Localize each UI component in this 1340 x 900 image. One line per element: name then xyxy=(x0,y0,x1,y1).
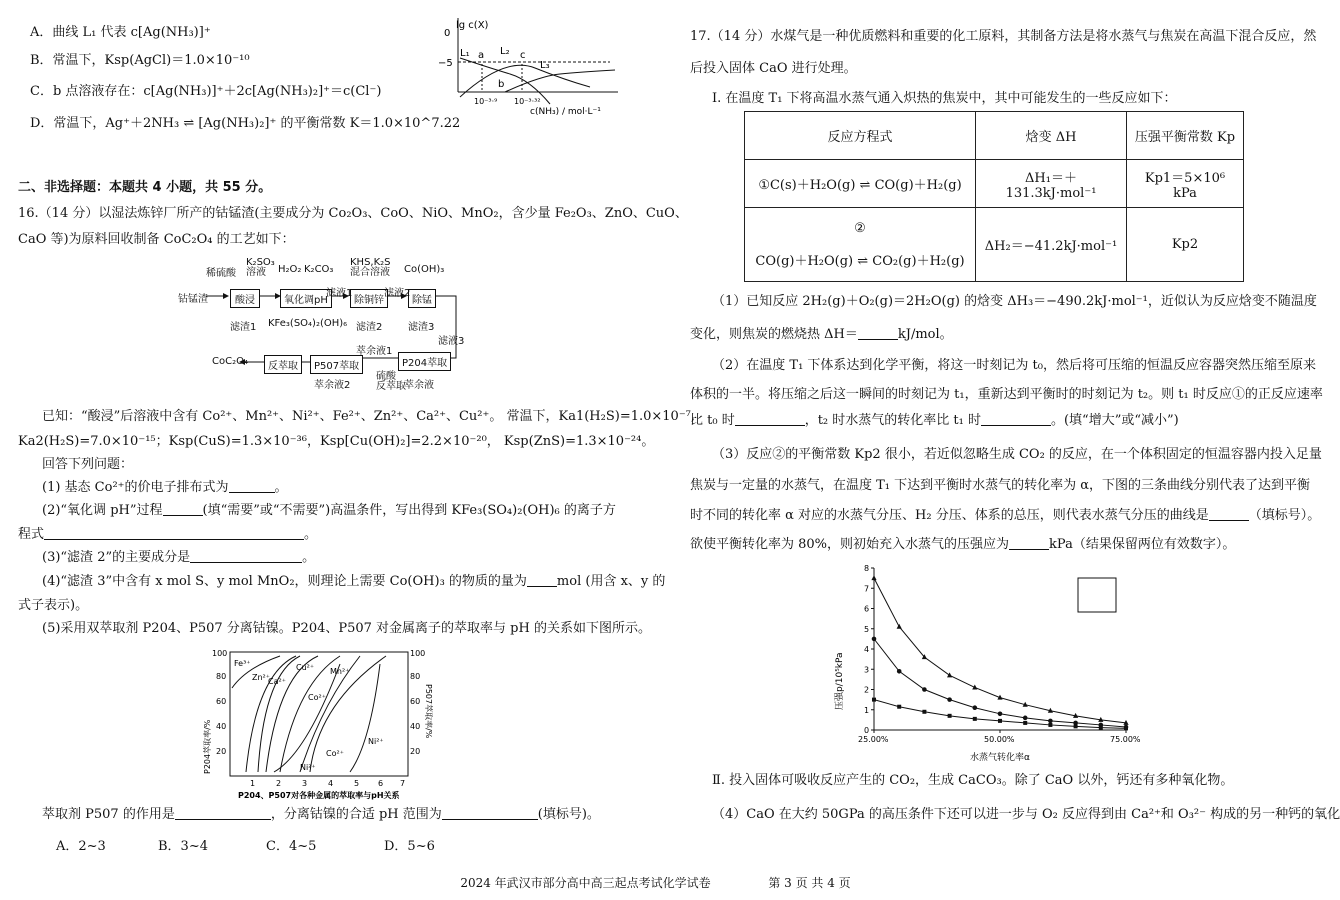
flow-residue-3: 滤渣3 xyxy=(408,322,435,333)
svg-text:1: 1 xyxy=(250,779,256,788)
q16-1: (1) 基态 Co²⁺的价电子排布式为 。 xyxy=(42,480,288,495)
pchart-xtick: 75.00% xyxy=(1110,735,1141,744)
q16-2: (2)“氧化调 pH”过程 (填“需要”或“不需要”)高温条件，写出得到 KFe₃(SO₄)₂(OH)₆ 的离子方 xyxy=(42,503,616,518)
flow-raffinate-1: 萃余液1 xyxy=(356,346,393,357)
svg-text:60: 60 xyxy=(410,697,421,706)
lgc-xtick-2: 10⁻³·³² xyxy=(514,97,541,106)
svg-text:Ni²⁺: Ni²⁺ xyxy=(368,737,384,746)
pchart-ytick: 3 xyxy=(864,665,870,675)
series-a-point xyxy=(897,705,901,709)
choice-a: A．2~3 xyxy=(56,839,106,854)
series-a-point xyxy=(922,710,926,714)
series-a-point xyxy=(872,698,876,702)
extraction-ylabel-left: P204萃取率/% xyxy=(203,719,212,774)
option-b: B．常温下，Ksp(AgCl)＝1.0×10⁻¹⁰ xyxy=(30,53,250,68)
series-b-point xyxy=(872,637,877,642)
th-equation: 反应方程式 xyxy=(745,112,976,160)
flow-reagent-1: 稀硫酸 xyxy=(206,268,236,279)
flow-box-acid: 酸浸 xyxy=(230,289,260,308)
q17-line2: 后投入固体 CaO 进行处理。 xyxy=(690,61,857,76)
blank-16-4[interactable] xyxy=(527,573,557,587)
q16-2-cont: 程式 。 xyxy=(18,527,318,542)
blank-16-2a[interactable] xyxy=(163,502,203,516)
series-a-point xyxy=(1048,723,1052,727)
flow-box-p507: P507萃取 xyxy=(310,355,363,374)
ext-ytick-80: 80 xyxy=(216,672,227,681)
pchart-ylabel: 压强p/10⁵kPa xyxy=(835,652,845,710)
pchart-ytick: 1 xyxy=(864,705,870,715)
series-b-point xyxy=(897,669,902,674)
choice-b: B．3~4 xyxy=(158,839,208,854)
ext-ytick-40: 40 xyxy=(216,722,227,731)
series-c-point xyxy=(897,624,902,629)
blank-17-3b[interactable] xyxy=(1009,536,1049,550)
series-b-point xyxy=(1048,719,1053,724)
option-a: A．曲线 L₁ 代表 c[Ag(NH₃)]⁺ xyxy=(30,25,211,40)
svg-text:Zn²⁺: Zn²⁺ xyxy=(252,673,270,682)
row1-enthalpy: ΔH₁＝＋131.3kJ·mol⁻¹ xyxy=(976,160,1127,208)
blank-16-3[interactable] xyxy=(190,549,302,563)
extraction-caption: P204、P507对各种金属的萃取率与pH关系 xyxy=(238,791,400,800)
q16-line1: 16.（14 分）以湿法炼锌厂所产的钴锰渣(主要成分为 Co₂O₃、CoO、NiO、MnO₂，含少量 Fe₂O₃、ZnO、CuO、 xyxy=(18,206,688,221)
point-b: b xyxy=(498,79,505,90)
q16-line2: CaO 等)为原料回收制备 CoC₂O₄ 的工艺如下： xyxy=(18,232,295,247)
row1-equation: ①C(s)＋H₂O(g) ⇌ CO(g)＋H₂(g) xyxy=(745,160,976,208)
series-a-point xyxy=(973,717,977,721)
flow-filtrate-2: 滤液2 xyxy=(384,288,411,299)
flow-raffinate-2: 萃余液2 xyxy=(314,380,351,391)
series-c-point xyxy=(947,672,952,677)
pchart-legend xyxy=(1078,578,1116,612)
series-b-point xyxy=(1124,725,1129,730)
svg-text:Mn²⁺: Mn²⁺ xyxy=(330,667,350,676)
row2-enthalpy: ΔH₂＝−41.2kJ·mol⁻¹ xyxy=(976,208,1127,282)
point-a: a xyxy=(478,50,485,61)
pchart-xtick: 50.00% xyxy=(984,735,1015,744)
pchart-ytick: 2 xyxy=(864,685,870,695)
q17-line1: 17.（14 分）水煤气是一种优质燃料和重要的化工原料，其制备方法是将水蒸气与焦炭在高温下混合反应，然 xyxy=(690,29,1317,44)
choice-c: C．4~5 xyxy=(266,839,317,854)
lgc-chart xyxy=(430,12,620,120)
svg-text:3: 3 xyxy=(302,779,308,788)
flow-box-oxidize: 氧化调pH xyxy=(280,289,332,308)
q17-3-line3: 时不同的转化率 α 对应的水蒸气分压、H₂ 分压、体系的总压，则代表水蒸气分压的曲线是 （填标号）。 xyxy=(690,508,1321,523)
blank-17-2b[interactable] xyxy=(981,412,1051,426)
blank-16-5b[interactable] xyxy=(442,806,538,820)
footer-page: 第 3 页 共 4 页 xyxy=(768,876,851,890)
q17-2-line3: 比 t₀ 时 ，t₂ 时水蒸气的转化率比 t₁ 时 。(填“增大”或“减小”) xyxy=(690,413,1179,428)
flow-filtrate-3: 滤液3 xyxy=(438,336,465,347)
process-flowchart xyxy=(170,258,470,398)
lgc-xlabel: c(NH₃) / mol·L⁻¹ xyxy=(530,107,601,117)
q17-1-line1: （1）已知反应 2H₂(g)＋O₂(g)＝2H₂O(g) 的焓变 ΔH₃＝−490.2kJ·mol⁻¹，近似认为反应焓变不随温度 xyxy=(712,294,1317,309)
svg-text:Ni²⁺: Ni²⁺ xyxy=(300,763,316,772)
flow-box-mn: 除锰 xyxy=(408,289,436,308)
blank-16-5a[interactable] xyxy=(175,806,271,820)
svg-text:Ca²⁺: Ca²⁺ xyxy=(268,677,286,686)
label-l1: L₁ xyxy=(460,48,470,59)
q17-3-line4: 欲使平衡转化率为 80%，则初始充入水蒸气的压强应为 kPa（结果保留两位有效数字）。 xyxy=(690,537,1236,552)
q17-3-line1: （3）反应②的平衡常数 Kp2 很小，若近似忽略生成 CO₂ 的反应，在一个体积固定的恒温容器内投入足量 xyxy=(712,447,1322,462)
series-c-point xyxy=(871,575,876,580)
extraction-chart xyxy=(200,644,440,804)
reaction-table xyxy=(744,111,1244,282)
q17-1-line2: 变化，则焦炭的燃烧热 ΔH＝ kJ/mol。 xyxy=(690,327,953,342)
svg-text:100: 100 xyxy=(410,649,426,658)
label-l3: L₃ xyxy=(540,60,550,71)
svg-text:Cu²⁺: Cu²⁺ xyxy=(296,663,315,672)
series-b-point xyxy=(1099,723,1104,728)
th-enthalpy: 焓变 ΔH xyxy=(976,112,1127,160)
svg-text:Fe³⁺: Fe³⁺ xyxy=(234,659,251,668)
svg-text:80: 80 xyxy=(410,672,421,681)
series-a-point xyxy=(948,714,952,718)
blank-17-2a[interactable] xyxy=(735,412,805,426)
flow-residue-2: 滤渣2 xyxy=(356,322,383,333)
answer-prompt: 回答下列问题： xyxy=(42,457,134,472)
svg-text:Co²⁺: Co²⁺ xyxy=(326,749,344,758)
ext-ytick-20: 20 xyxy=(216,747,227,756)
svg-text:20: 20 xyxy=(410,747,421,756)
pchart-xlabel: 水蒸气转化率α xyxy=(970,753,1030,763)
extraction-ylabel-right: P507萃取率/% xyxy=(424,684,433,739)
option-d: D．常温下，Ag⁺＋2NH₃ ⇌ [Ag(NH₃)₂]⁺ 的平衡常数 K＝1.0×10^7.22 xyxy=(30,116,461,131)
q16-5: (5)采用双萃取剂 P204、P507 分离钴镍。P204、P507 对金属离子的萃取率与 pH 的关系如下图所示。 xyxy=(42,621,651,636)
blank-17-3a[interactable] xyxy=(1209,507,1249,521)
th-kp: 压强平衡常数 Kp xyxy=(1127,112,1244,160)
flow-box-p204: P204萃取 xyxy=(398,352,451,371)
flow-product: CoC₂O₄ xyxy=(212,356,248,367)
q17-4: （4）CaO 在大约 50GPa 的高压条件下还可以进一步与 O₂ 反应得到由 Ca²⁺和 O₃²⁻ 构成的另一种钙的氧化 xyxy=(712,807,1340,822)
part-ii: Ⅱ. 投入固体可吸收反应产生的 CO₂，生成 CaCO₃。除了 CaO 以外，钙还有多种氧化物。 xyxy=(712,773,1234,788)
ext-ytick-100: 100 xyxy=(212,649,228,658)
q17-3-line2: 焦炭与一定量的水蒸气，在温度 T₁ 下达到平衡时水蒸气的转化率为 α，下图的三条曲线分别代表了达到平衡 xyxy=(690,478,1311,493)
pchart-ytick: 5 xyxy=(864,624,870,634)
lgc-ylabel: lg c(X) xyxy=(456,20,489,31)
flow-reagent-2: K₂SO₃ 溶液 xyxy=(246,257,275,278)
series-a-point xyxy=(998,719,1002,723)
series-b-point xyxy=(1073,721,1078,726)
blank-17-1[interactable] xyxy=(858,326,898,340)
q17-2-line2: 体积的一半。将压缩之后这一瞬间的时刻记为 t₁，重新达到平衡时的时刻记为 t₂。则 t₁ 时反应①的正反应速率 xyxy=(690,387,1323,402)
svg-text:5: 5 xyxy=(354,779,360,788)
page-footer xyxy=(0,874,1311,891)
svg-text:6: 6 xyxy=(378,779,384,788)
lgc-ytick-0: 0 xyxy=(444,28,451,39)
svg-text:40: 40 xyxy=(410,722,421,731)
q16-5-fill: 萃取剂 P507 的作用是 ，分离钴镍的合适 pH 范围为 (填标号)。 xyxy=(42,807,600,822)
flow-residue-1: 滤渣1 xyxy=(230,322,257,333)
svg-text:Co²⁺: Co²⁺ xyxy=(308,693,326,702)
label-l2: L₂ xyxy=(500,46,510,57)
pressure-chart xyxy=(830,560,1150,770)
option-c: C．b 点溶液存在：c[Ag(NH₃)]⁺＋2c[Ag(NH₃)₂]⁺＝c(Cl⁻) xyxy=(30,84,382,99)
blank-16-2b[interactable] xyxy=(44,526,304,540)
q16-4: (4)“滤渣 3”中含有 x mol S、y mol MnO₂，则理论上需要 Co(OH)₃ 的物质的量为 mol (用含 x、y 的 xyxy=(42,574,666,589)
flow-strip: 硫酸 反萃取 xyxy=(376,371,406,392)
pchart-ytick: 0 xyxy=(864,726,870,735)
ext-ytick-60: 60 xyxy=(216,697,227,706)
flow-filtrate-1: 滤液1 xyxy=(326,288,353,299)
pchart-ytick: 8 xyxy=(864,564,870,573)
pchart-ytick: 7 xyxy=(864,584,870,594)
flow-box-back: 反萃取 xyxy=(264,355,302,374)
series-a-point xyxy=(1023,721,1027,725)
row1-kp: Kp1＝5×10⁶ kPa xyxy=(1127,160,1244,208)
flow-residue-kfe: KFe₃(SO₄)₂(OH)₆ xyxy=(268,318,348,329)
pchart-ytick: 6 xyxy=(864,604,870,614)
row2-equation: ② CO(g)＋H₂O(g) ⇌ CO₂(g)＋H₂(g) xyxy=(745,208,976,282)
flow-raffinate: 萃余液 xyxy=(404,380,434,391)
footer-title: 2024 年武汉市部分高中高三起点考试化学试卷 xyxy=(460,876,711,890)
flow-reagent-5: KHS,K₂S 混合溶液 xyxy=(350,257,391,278)
q17-2-line1: （2）在温度 T₁ 下体系达到化学平衡，将这一时刻记为 t₀，然后将可压缩的恒温反应容器突然压缩至原来 xyxy=(712,358,1316,373)
q16-4-cont: 式子表示)。 xyxy=(18,598,89,613)
pchart-ytick: 4 xyxy=(864,645,870,654)
series-b-point xyxy=(922,687,927,692)
svg-text:4: 4 xyxy=(328,779,334,788)
pchart-xtick: 25.00% xyxy=(858,735,889,744)
section-2-title: 二、非选择题：本题共 4 小题，共 55 分。 xyxy=(18,180,272,195)
known-line1: 已知：“酸浸”后溶液中含有 Co²⁺、Mn²⁺、Ni²⁺、Fe²⁺、Zn²⁺、Ca²⁺、Cu²⁺。 常温下，Ka1(H₂S)=1.0×10⁻⁷, xyxy=(42,409,696,424)
series-b-point xyxy=(1023,716,1028,721)
lgc-xtick-1: 10⁻³·⁹ xyxy=(474,97,498,106)
row2-kp: Kp2 xyxy=(1127,208,1244,282)
known-line2: Ka2(H₂S)=7.0×10⁻¹⁵；Ksp(CuS)=1.3×10⁻³⁶，Ksp[Cu(OH)₂]=2.2×10⁻²⁰， Ksp(ZnS)=1.3×10⁻²⁴。 xyxy=(18,434,655,449)
point-c: c xyxy=(520,50,526,61)
flow-reagent-4: K₂CO₃ xyxy=(304,264,334,275)
series-b-point xyxy=(973,705,978,710)
series-b-point xyxy=(947,697,952,702)
flow-feed: 钴锰渣 xyxy=(178,294,208,305)
svg-text:7: 7 xyxy=(400,779,406,788)
series-b-point xyxy=(998,712,1003,717)
part-i: Ⅰ. 在温度 T₁ 下将高温水蒸气通入炽热的焦炭中，其中可能发生的一些反应如下： xyxy=(712,91,1177,106)
flow-box-cuzn: 除铜锌 xyxy=(350,289,388,308)
q16-3: (3)“滤渣 2”的主要成分是 。 xyxy=(42,550,316,565)
choice-d: D．5~6 xyxy=(384,839,435,854)
lgc-ytick-5: −5 xyxy=(438,58,453,69)
blank-16-1[interactable] xyxy=(229,479,275,493)
flow-reagent-3: H₂O₂ xyxy=(278,264,302,275)
svg-text:2: 2 xyxy=(276,779,282,788)
flow-reagent-6: Co(OH)₃ xyxy=(404,264,445,275)
